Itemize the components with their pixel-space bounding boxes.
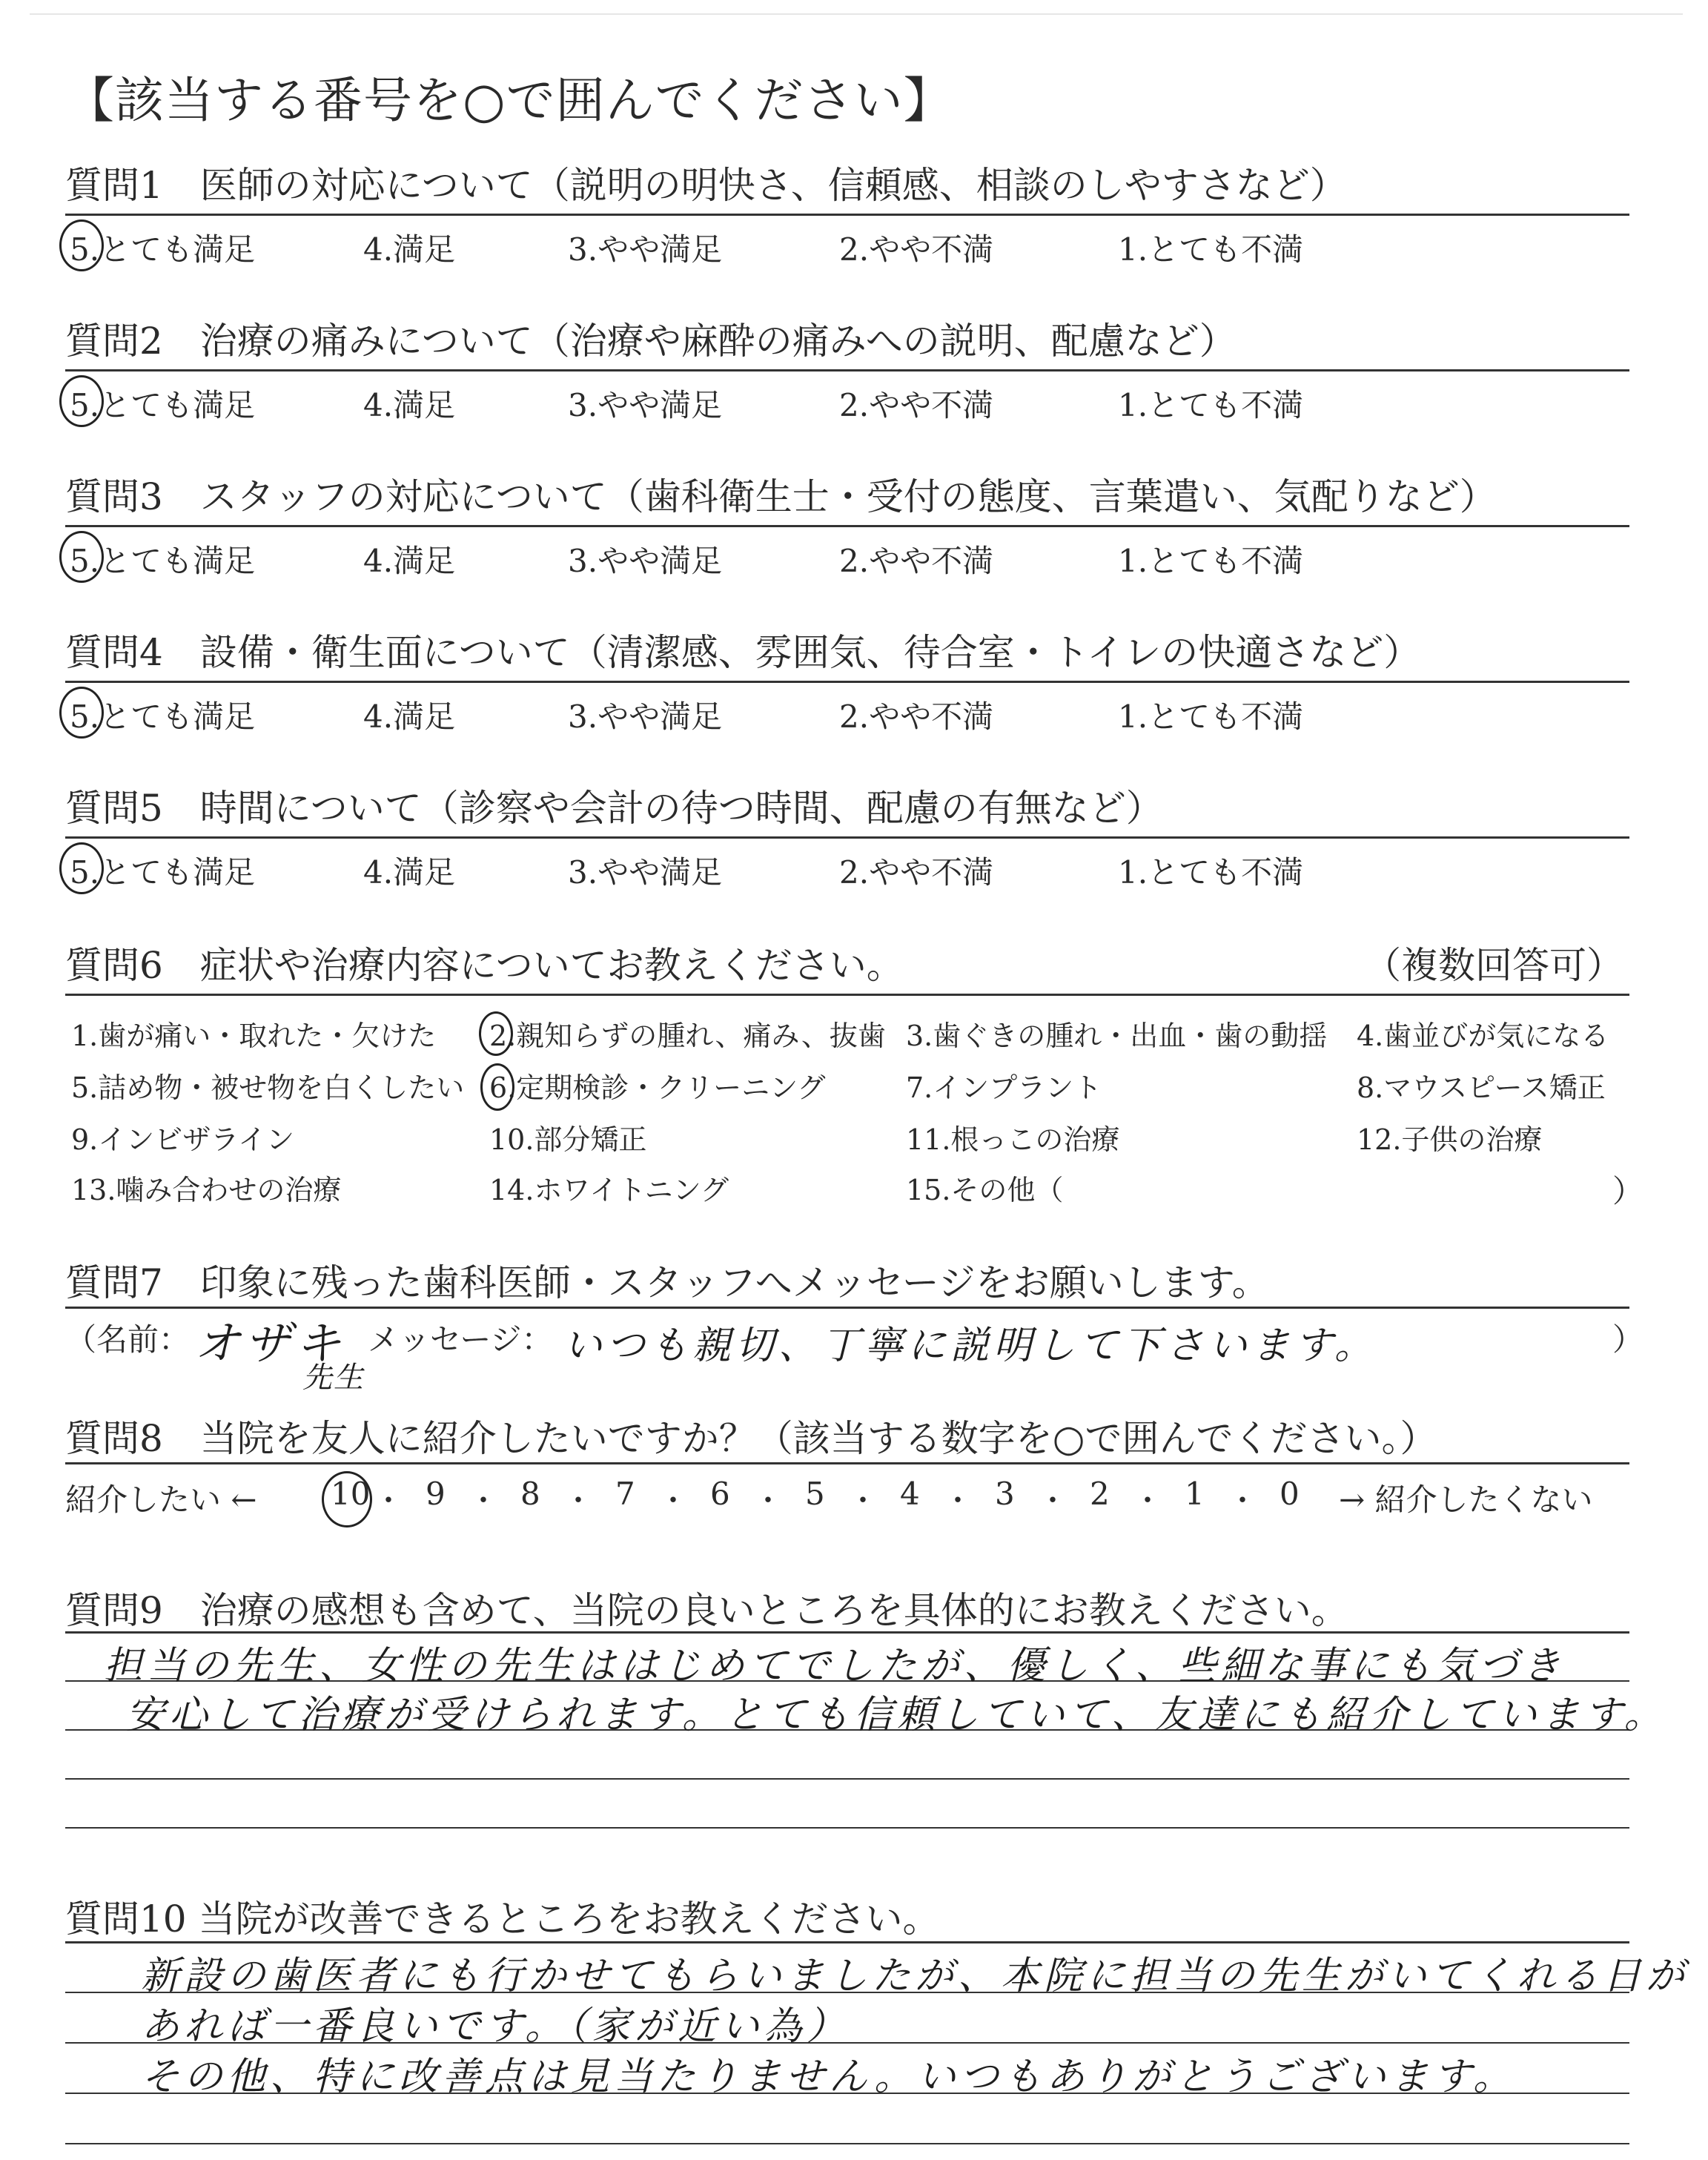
q9-rule-0 xyxy=(65,1631,1629,1634)
q9-rule-4 xyxy=(65,1827,1629,1829)
q6-option-14: 14.ホワイトニング xyxy=(489,1174,729,1206)
q1-option-5: 5.とても満足 xyxy=(70,231,256,268)
q6-option-1: 1.歯が痛い・取れた・欠けた xyxy=(71,1020,437,1052)
q5-option-3: 3.やや満足 xyxy=(568,854,723,891)
q8-scale-separator: ・ xyxy=(563,1484,593,1518)
q2-option-1: 1.とても不満 xyxy=(1118,387,1304,423)
q7-name-label: （名前： xyxy=(65,1321,191,1358)
q4-option-4: 4.満足 xyxy=(363,698,456,735)
q6-circle-6 xyxy=(480,1063,514,1111)
q6-option-13: 13.噛み合わせの治療 xyxy=(71,1174,342,1206)
q2-title: 質問2 治療の痛みについて（治療や麻酔の痛みへの説明、配慮など） xyxy=(65,320,1237,363)
q4-title: 質問4 設備・衛生面について（清潔感、雰囲気、待合室・トイレの快適さなど） xyxy=(65,631,1421,674)
q5-title: 質問5 時間について（診察や会計の待つ時間、配慮の有無など） xyxy=(65,787,1163,830)
q8-scale-10: 10 xyxy=(331,1476,371,1512)
q8-scale-2: 2 xyxy=(1090,1476,1110,1512)
q8-scale-separator: ・ xyxy=(848,1484,878,1518)
q1-rule xyxy=(65,214,1629,216)
q7-name-value: オザキ xyxy=(194,1316,346,1370)
q2-rule xyxy=(65,369,1629,371)
q4-option-1: 1.とても不満 xyxy=(1118,698,1304,735)
q10-rule-4 xyxy=(65,2143,1629,2144)
q3-selection-circle xyxy=(59,531,104,583)
q1-title: 質問1 医師の対応について（説明の明快さ、信頼感、相談のしやすさなど） xyxy=(65,164,1347,207)
q8-circle-10 xyxy=(322,1471,372,1527)
q5-option-4: 4.満足 xyxy=(363,854,456,891)
q6-option-2: 2.親知らずの腫れ、痛み、抜歯 xyxy=(489,1020,886,1052)
q1-option-3: 3.やや満足 xyxy=(568,231,723,268)
q10-title: 質問10 当院が改善できるところをお教えください。 xyxy=(65,1898,940,1941)
q9-title: 質問9 治療の感想も含めて、当院の良いところを具体的にお教えください。 xyxy=(65,1589,1348,1632)
q2-option-2: 2.やや不満 xyxy=(839,387,994,423)
q5-rule xyxy=(65,836,1629,839)
q1-option-2: 2.やや不満 xyxy=(839,231,994,268)
q8-scale-separator: ・ xyxy=(1133,1484,1162,1518)
q6-option-5: 5.詰め物・被せ物を白くしたい xyxy=(71,1071,465,1104)
q8-scale-separator: ・ xyxy=(1228,1484,1257,1518)
q6-option-7: 7.インプラント xyxy=(906,1071,1102,1104)
scan-edge-line xyxy=(30,13,1683,15)
q6-close-paren: ） xyxy=(1612,1173,1644,1209)
q8-scale-9: 9 xyxy=(426,1476,446,1512)
q6-option-3: 3.歯ぐきの腫れ・出血・歯の動揺 xyxy=(906,1020,1328,1052)
q6-option-11: 11.根っこの治療 xyxy=(906,1123,1120,1156)
q6-option-8: 8.マウスピース矯正 xyxy=(1357,1071,1606,1104)
q2-option-4: 4.満足 xyxy=(363,387,456,423)
q7-name-suffix: 先生 xyxy=(302,1361,365,1395)
q6-option-4: 4.歯並びが気になる xyxy=(1357,1020,1609,1052)
q8-scale-separator: ・ xyxy=(469,1484,498,1518)
q6-option-10: 10.部分矯正 xyxy=(489,1123,647,1156)
q6-circle-2 xyxy=(479,1011,513,1056)
q1-option-1: 1.とても不満 xyxy=(1118,231,1304,268)
q8-scale-0: 0 xyxy=(1280,1476,1300,1512)
q4-option-3: 3.やや満足 xyxy=(568,698,723,735)
q4-selection-circle xyxy=(59,687,104,739)
q6-title: 質問6 症状や治療内容についてお教えください。 xyxy=(65,944,904,987)
q10-answer-line-3: その他、特に改善点は見当たりません。いつもありがとうございます。 xyxy=(141,2055,1516,2099)
q6-note: （複数回答可） xyxy=(1364,944,1623,987)
q8-scale-separator: ・ xyxy=(753,1484,783,1518)
q7-message-label: メッセージ： xyxy=(368,1321,553,1358)
q9-rule-3 xyxy=(65,1778,1629,1780)
q5-option-1: 1.とても不満 xyxy=(1118,854,1304,891)
q3-rule xyxy=(65,525,1629,527)
q10-answer-line-2: あれば一番良いです。（家が近い為） xyxy=(141,2004,850,2049)
q3-option-5: 5.とても満足 xyxy=(70,543,256,579)
q7-message-value: いつも親切、丁寧に説明して下さいます。 xyxy=(563,1324,1377,1368)
q8-scale-separator: ・ xyxy=(374,1484,403,1518)
q4-option-2: 2.やや不満 xyxy=(839,698,994,735)
q7-title: 質問7 印象に残った歯科医師・スタッフへメッセージをお願いします。 xyxy=(65,1261,1269,1304)
page-header: 【該当する番号を○で囲んでください】 xyxy=(65,72,953,129)
q6-option-12: 12.子供の治療 xyxy=(1357,1123,1543,1156)
q7-close-paren: ） xyxy=(1612,1321,1644,1358)
q8-title: 質問8 当院を友人に紹介したいですか？（該当する数字を○で囲んでください。） xyxy=(65,1417,1437,1460)
q5-option-2: 2.やや不満 xyxy=(839,854,994,891)
q8-scale-5: 5 xyxy=(805,1476,825,1512)
q8-scale-8: 8 xyxy=(520,1476,540,1512)
q9-answer-line-2: 安心して治療が受けられます。とても信頼していて、友達にも紹介しています。 xyxy=(126,1693,1667,1737)
q3-option-2: 2.やや不満 xyxy=(839,543,994,579)
q2-option-5: 5.とても満足 xyxy=(70,387,256,423)
q3-option-3: 3.やや満足 xyxy=(568,543,723,579)
q10-rule-0 xyxy=(65,1941,1629,1943)
q8-right-label: → 紹介したくない xyxy=(1339,1482,1593,1518)
q4-rule xyxy=(65,681,1629,683)
q8-scale-6: 6 xyxy=(710,1476,730,1512)
q6-option-9: 9.インビザライン xyxy=(71,1123,295,1156)
q3-option-4: 4.満足 xyxy=(363,543,456,579)
q3-title: 質問3 スタッフの対応について（歯科衛生士・受付の態度、言葉遣い、気配りなど） xyxy=(65,475,1497,518)
q8-scale-1: 1 xyxy=(1185,1476,1205,1512)
q8-scale-separator: ・ xyxy=(943,1484,973,1518)
q9-answer-line-1: 担当の先生、女性の先生ははじめてでしたが、優しく、些細な事にも気づき xyxy=(104,1644,1565,1688)
q2-selection-circle xyxy=(59,375,104,427)
q4-option-5: 5.とても満足 xyxy=(70,698,256,735)
q8-left-label: 紹介したい ← xyxy=(65,1482,257,1518)
q6-option-15: 15.その他（ xyxy=(906,1174,1064,1206)
q8-scale-separator: ・ xyxy=(658,1484,688,1518)
q5-selection-circle xyxy=(59,842,104,894)
q8-scale-separator: ・ xyxy=(1038,1484,1068,1518)
q6-rule xyxy=(65,994,1629,996)
q2-option-3: 3.やや満足 xyxy=(568,387,723,423)
q8-rule xyxy=(65,1462,1629,1464)
q1-selection-circle xyxy=(59,219,104,271)
q1-option-4: 4.満足 xyxy=(363,231,456,268)
q6-option-6: 6.定期検診・クリーニング xyxy=(489,1071,826,1104)
q8-scale-4: 4 xyxy=(900,1476,920,1512)
q10-answer-line-1: 新設の歯医者にも行かせてもらいましたが、本院に担当の先生がいてくれる日が xyxy=(141,1954,1689,1998)
q8-scale-7: 7 xyxy=(615,1476,635,1512)
q3-option-1: 1.とても不満 xyxy=(1118,543,1304,579)
q5-option-5: 5.とても満足 xyxy=(70,854,256,891)
q8-scale-3: 3 xyxy=(995,1476,1015,1512)
